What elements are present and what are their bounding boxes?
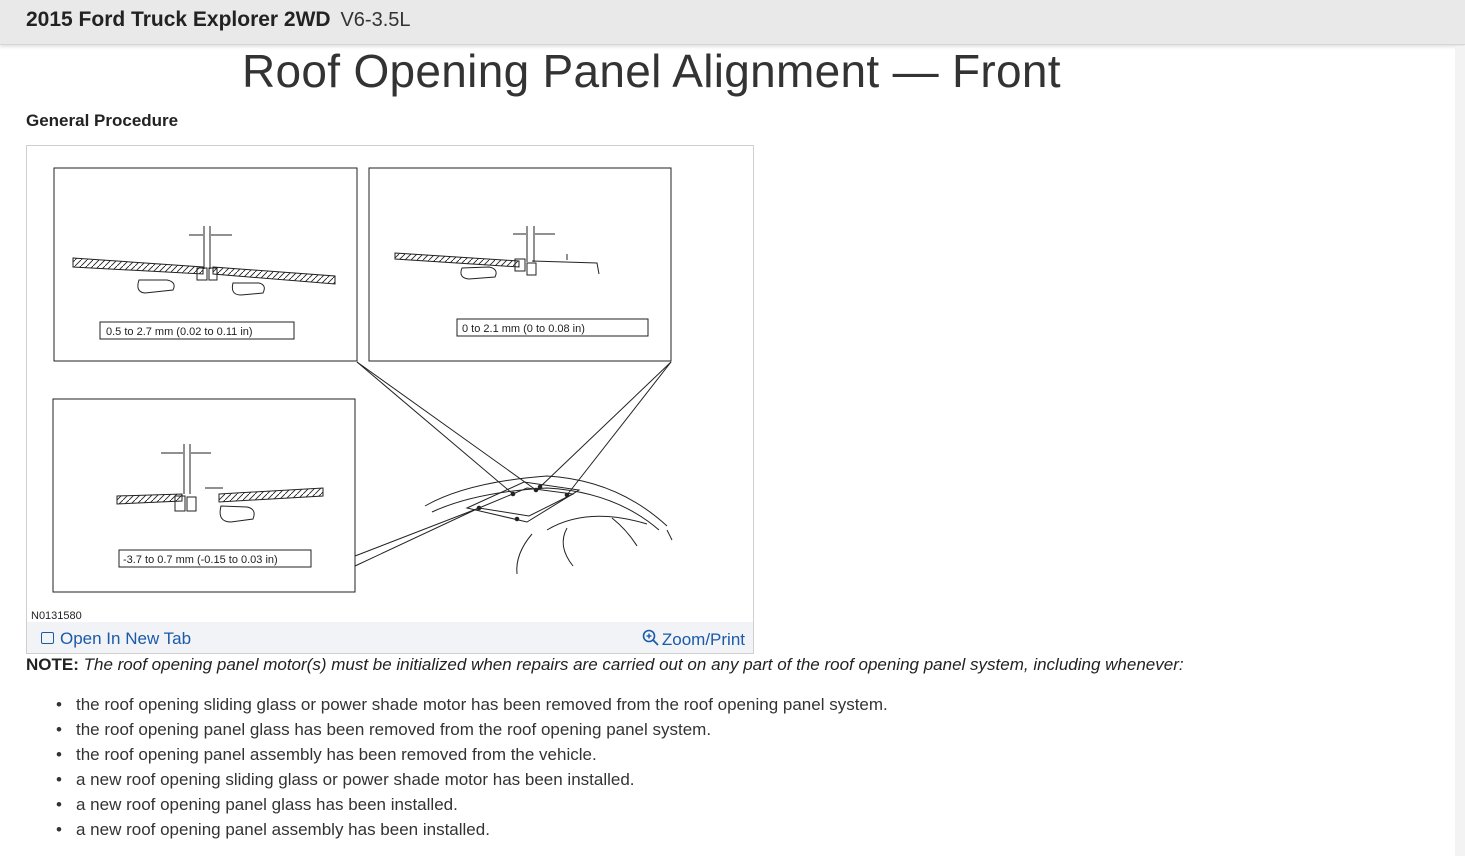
dimension-label-front: 0.5 to 2.7 mm (0.02 to 0.11 in) — [106, 326, 253, 338]
open-new-tab-label: Open In New Tab — [60, 629, 192, 648]
list-item: • a new roof opening sliding glass or power shade motor has been installed. — [50, 767, 888, 792]
zoom-in-icon — [642, 629, 660, 647]
scrollbar[interactable] — [1455, 46, 1465, 856]
zoom-print-link[interactable] — [642, 627, 745, 650]
dimension-label-center: 0 to 2.1 mm (0 to 0.08 in) — [462, 323, 585, 335]
open-new-tab-link[interactable] — [41, 629, 191, 649]
list-item: • the roof opening panel assembly has been removed from the vehicle. — [50, 742, 888, 767]
bullet-list — [50, 692, 888, 842]
dimension-label-height: -3.7 to 0.7 mm (-0.15 to 0.03 in) — [123, 554, 278, 566]
top-bar — [0, 0, 1465, 45]
list-item: • a new roof opening panel glass has been installed. — [50, 792, 888, 817]
zoom-print-label: Zoom/Print — [661, 630, 745, 649]
alignment-figure — [26, 145, 754, 654]
procedure-label: General Procedure — [26, 111, 179, 130]
note-label: NOTE: — [26, 655, 79, 674]
open-new-tab-icon — [41, 632, 54, 644]
page-title: Roof Opening Panel Alignment — Front — [242, 45, 1061, 97]
note — [26, 655, 1184, 675]
note-text: The roof opening panel motor(s) must be initialized when repairs are carried out on any part of the roof opening panel system, including whenever: — [83, 655, 1184, 674]
figure-footer — [27, 622, 753, 653]
list-item: • the roof opening panel glass has been removed from the roof opening panel system. — [50, 717, 888, 742]
list-item: • a new roof opening panel assembly has been installed. — [50, 817, 888, 842]
vehicle-title — [26, 8, 411, 32]
figure-id: N0131580 — [31, 610, 82, 622]
list-item: • the roof opening sliding glass or power shade motor has been removed from the roof opening panel system. — [50, 692, 888, 717]
vehicle-engine: V6-3.5L — [340, 9, 411, 31]
alignment-diagram — [27, 146, 753, 622]
vehicle-model: 2015 Ford Truck Explorer 2WD — [26, 8, 331, 31]
